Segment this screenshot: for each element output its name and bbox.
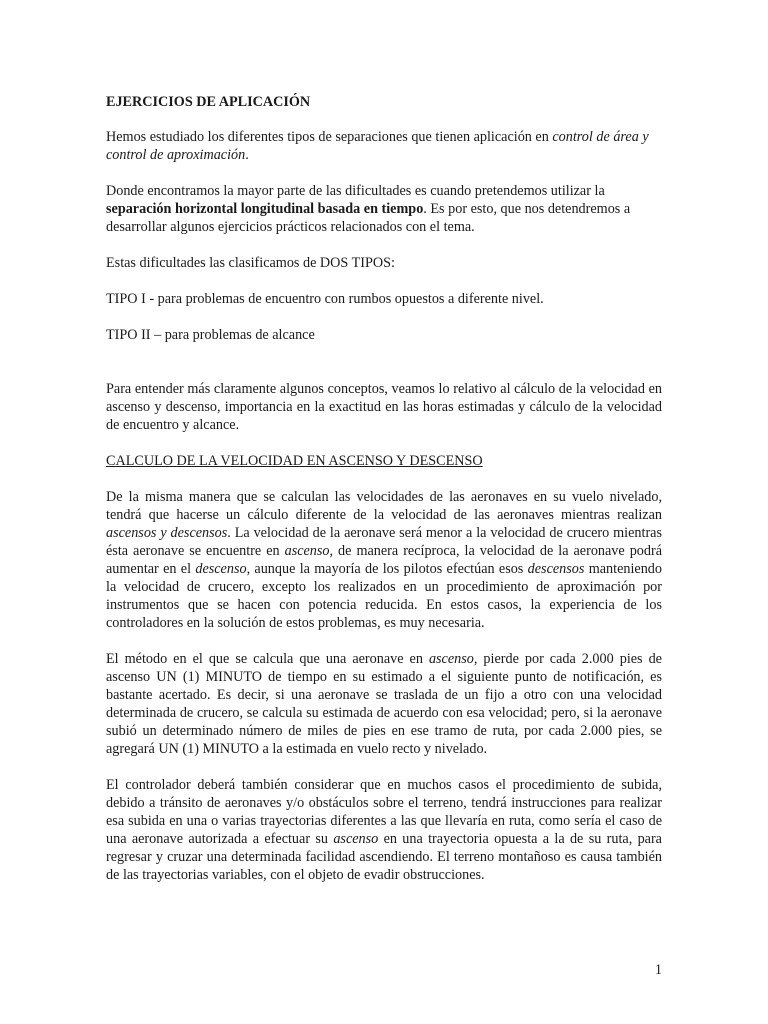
tipo-ii-item: TIPO II – para problemas de alcance <box>106 327 315 343</box>
text-run: . <box>245 147 249 163</box>
tipo-i-item: TIPO I - para problemas de encuentro con rumbos opuestos a diferente nivel. <box>106 291 544 307</box>
text-run: en una trayectoria opuesta a la de su ruta, para regresar y cruzar una determinada facilidad ascendiendo. El terreno montañoso es causa también de las trayectorias variables, con el objeto de evadir obstrucciones. <box>106 831 662 883</box>
spacer <box>106 362 662 380</box>
italic-run: control de área y control de aproximación <box>106 129 649 163</box>
italic-run: ascenso <box>428 651 474 667</box>
bold-run: separación horizontal longitudinal basada en tiempo <box>106 201 424 217</box>
text-run: Donde encontramos la mayor parte de las dificultades es cuando pretendemos utilizar la <box>106 183 605 199</box>
controller-paragraph <box>106 776 662 884</box>
intro-paragraph <box>106 128 662 164</box>
text-run: El controlador deberá también considerar que en muchos casos el procedimiento de subida, debido a tránsito de aeronaves y/o obstáculos sobre el terreno, tendrá instrucciones para realizar esa subida en una o varias trayectorias diferentes a las que llevaría en ruta, como sería el caso de una aeronave autorizada a efectuar su <box>106 777 662 847</box>
text-run: . Es por esto, que nos detendremos a desarrollar algunos ejercicios prácticos relacionados con el tema. <box>106 201 631 235</box>
speed-paragraph <box>106 488 662 632</box>
text-run: El método en el que se calcula que una aeronave en <box>106 651 429 667</box>
text-run: . La velocidad de la aeronave será menor a la velocidad de crucero mientras ésta aeronave se encuentre en <box>106 525 662 559</box>
document-page <box>106 93 662 902</box>
italic-run: descensos <box>527 561 585 577</box>
text-run: , de manera recíproca, la velocidad de la aeronave podrá aumentar en el <box>106 543 662 577</box>
text-run: manteniendo la velocidad de crucero, excepto los realizados en un procedimiento de aproximación por instrumentos que se hacen con potencia reducida. En estos casos, la experiencia de los controladores en la solución de estos problemas, es muy necesaria. <box>106 561 662 631</box>
classification-paragraph: Estas dificultades las clasificamos de DOS TIPOS: <box>106 255 395 271</box>
section-heading: CALCULO DE LA VELOCIDAD EN ASCENSO Y DESCENSO <box>106 453 483 469</box>
italic-run: ascensos y descensos <box>106 525 228 541</box>
document-title: EJERCICIOS DE APLICACIÓN <box>106 94 311 110</box>
difficulty-paragraph <box>106 182 662 236</box>
text-run: De la misma manera que se calculan las velocidades de las aeronaves en su vuelo nivelado, tendrá que hacerse un cálculo diferente de la velocidad de las aeronaves mientras realizan <box>106 489 662 523</box>
italic-run: ascenso <box>333 831 379 847</box>
text-run: , aunque la mayoría de los pilotos efectúan esos <box>246 561 528 577</box>
concepts-paragraph: Para entender más claramente algunos conceptos, veamos lo relativo al cálculo de la velocidad en ascenso y descenso, importancia en la exactitud en las horas estimadas y cálculo de la velocidad de encuentro y alcance. <box>106 381 662 433</box>
italic-run: ascenso <box>284 543 330 559</box>
page-number: 1 <box>654 962 662 978</box>
text-run: Hemos estudiado los diferentes tipos de separaciones que tienen aplicación en <box>106 129 553 145</box>
italic-run: descenso <box>195 561 247 577</box>
method-paragraph <box>106 650 662 758</box>
text-run: , pierde por cada 2.000 pies de ascenso UN (1) MINUTO de tiempo en su estimado a el siguiente punto de notificación, es bastante acertado. Es decir, si una aeronave se traslada de un fijo a otro con una velocidad determinada de crucero, se calcula su estimada de acuerdo con esa velocidad; pero, si la aeronave subió un determinado número de miles de pies en ese tramo de ruta, por cada 2.000 pies, se agregará UN (1) MINUTO a la estimada en vuelo recto y nivelado. <box>106 651 662 757</box>
